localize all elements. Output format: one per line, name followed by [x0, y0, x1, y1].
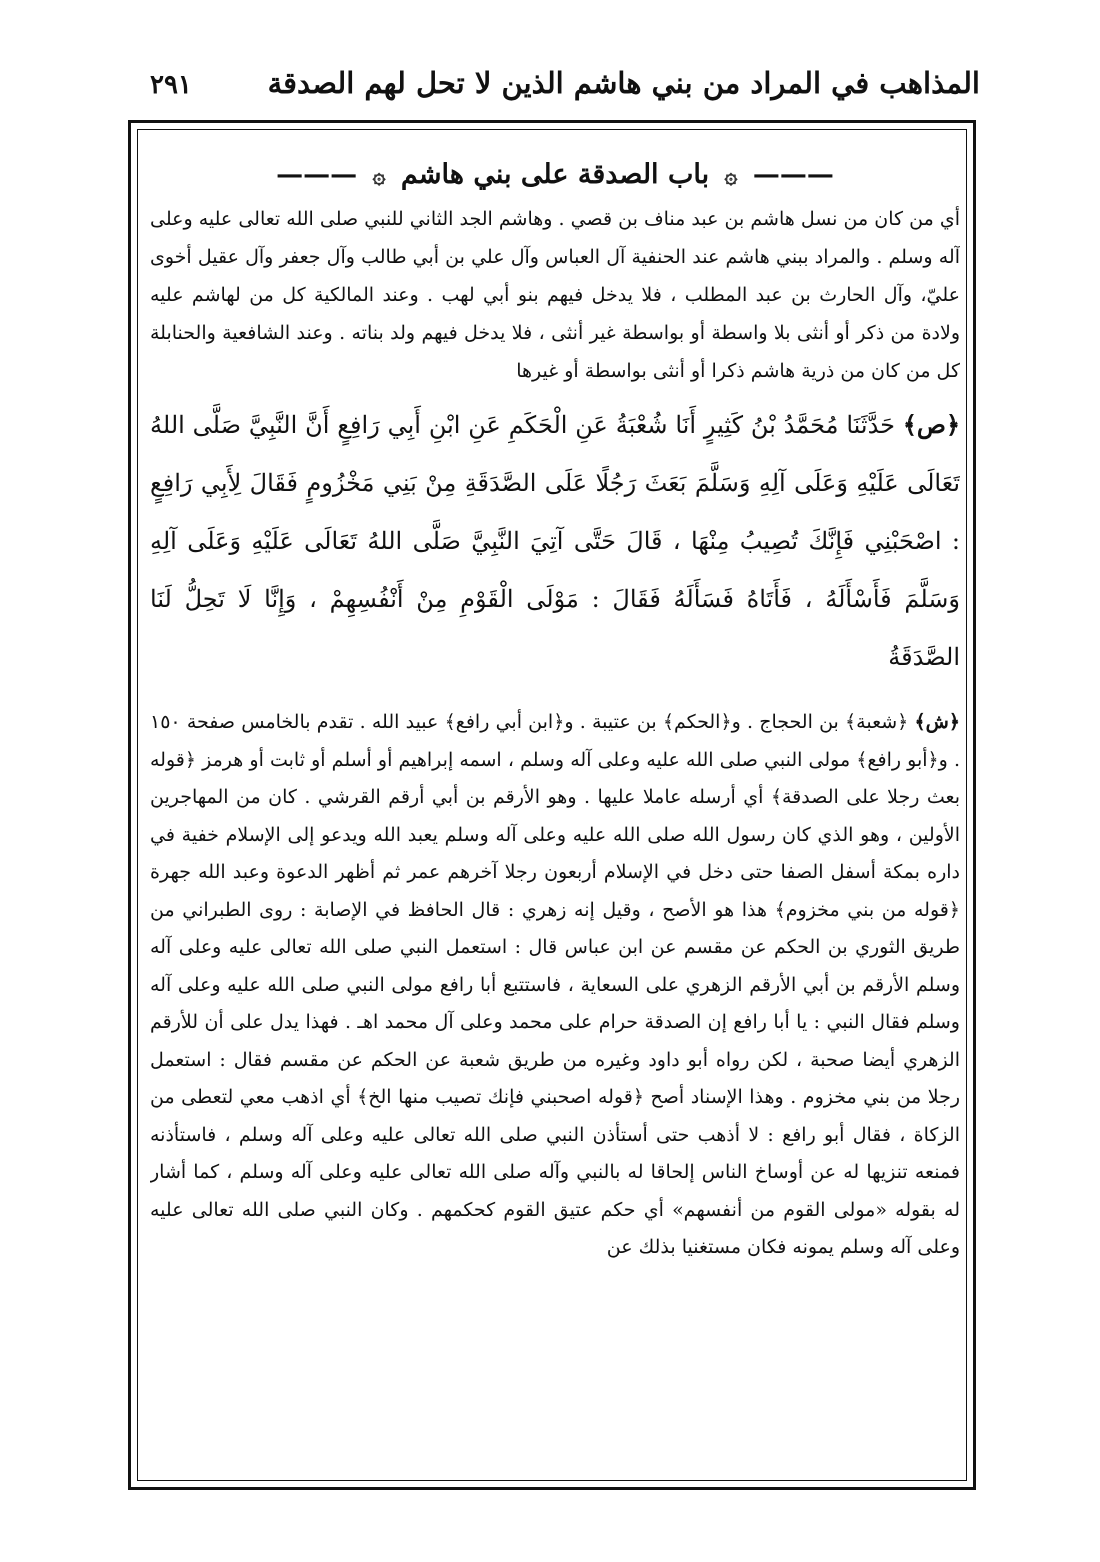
heading-dash: ——— — [752, 159, 834, 190]
page-header — [130, 60, 980, 110]
commentary-text: ﴿شعبة﴾ بن الحجاج . و﴿الحكم﴾ بن عتيبة . و﴿ابن أبي رافع﴾ عبيد الله . تقدم بالخامس صفحة ١٥٠ . و﴿أبو رافع﴾ مولى النبي صلى الله عليه وعلى آله وسلم ، اسمه إبراهيم أو أسلم أو ثابت أو هرمز ﴿قوله بعث رجلا على الصدقة﴾ أي أرسله عاملا عليها . وهو الأرقم بن أبي أرقم القرشي . كان من المهاجرين الأولين ، وهو الذي كان رسول الله صلى الله عليه وعلى آله وسلم يعبد الله ويدعو إلى الإسلام خفية في داره بمكة أسفل الصفا حتى دخل في الإسلام أربعون رجلا آخرهم عمر ثم أظهر الدعوة وعبد الله جهرة ﴿قوله من بني مخزوم﴾ هذا هو الأصح ، وقيل إنه زهري : قال الحافظ في الإصابة : روى الطبراني من طريق الثوري بن الحكم عن مقسم عن ابن عباس قال : استعمل النبي صلى الله تعالى عليه وعلى آله وسلم الأرقم بن أبي الأرقم الزهري على السعاية ، فاستتبع أبا رافع مولى النبي صلى الله عليه وعلى آله وسلم فقال النبي : يا أبا رافع إن الصدقة حرام على محمد وعلى آل محمد اهـ . فهذا يدل على أن للأرقم الزهري أيضا صحبة ، لكن رواه أبو داود وغيره من طريق شعبة عن الحكم عن مقسم فقال : استعمل رجلا من بني مخزوم . وهذا الإسناد أصح ﴿قوله اصحبني فإنك تصيب منها الخ﴾ أي اذهب معي لتعطى من الزكاة ، فقال أبو رافع : لا أذهب حتى أستأذن النبي صلى الله تعالى عليه وعلى آله وسلم ، فاستأذنه فمنعه تنزيها له عن أوساخ الناس إلحاقا له بالنبي وآله صلى الله تعالى عليه وعلى آله وسلم ، كما أشار له بقوله «مولى القوم من أنفسهم» أي حكم عتيق القوم كحكمهم . وكان النبي صلى الله تعالى عليه وعلى آله وسلم يمونه فكان مستغنيا بذلك عن — [150, 711, 960, 1258]
page-number: ٢٩١ — [150, 70, 192, 100]
page-content — [150, 150, 960, 1470]
ornament-icon: ۞ — [724, 163, 738, 189]
ornament-icon: ۞ — [372, 163, 386, 189]
hadith-marker: ﴿ص﴾ — [902, 410, 960, 439]
hadith-paragraph — [150, 396, 960, 686]
chapter-heading — [150, 150, 960, 200]
hadith-text: حَدَّثَنَا مُحَمَّدُ بْنُ كَثِيرٍ أَنَا شُعْبَةُ عَنِ الْحَكَمِ عَنِ ابْنِ أَبِي رَافِعٍ أَنَّ النَّبِيَّ صَلَّى اللهُ تَعَالَى عَلَيْهِ وَعَلَى آلِهِ وَسَلَّمَ بَعَثَ رَجُلًا عَلَى الصَّدَقَةِ مِنْ بَنِي مَخْزُومٍ فَقَالَ لِأَبِي رَافِعٍ : اصْحَبْنِي فَإِنَّكَ تُصِيبُ مِنْهَا ، قَالَ حَتَّى آتِيَ النَّبِيَّ صَلَّى اللهُ تَعَالَى عَلَيْهِ وَعَلَى آلِهِ وَسَلَّمَ فَأَسْأَلَهُ ، فَأَتَاهُ فَسَأَلَهُ فَقَالَ : مَوْلَى الْقَوْمِ مِنْ أَنْفُسِهِمْ ، وَإِنَّا لَا تَحِلُّ لَنَا الصَّدَقَةُ — [150, 411, 960, 671]
running-title: المذاهب في المراد من بني هاشم الذين لا تحل لهم الصدقة — [267, 66, 980, 100]
intro-paragraph: أي من كان من نسل هاشم بن عبد مناف بن قصي . وهاشم الجد الثاني للنبي صلى الله تعالى عليه وعلى آله وسلم . والمراد ببني هاشم عند الحنفية آل العباس وآل علي بن أبي طالب وآل جعفر وآل عقيل أخوى عليّ، وآل الحارث بن عبد المطلب ، فلا يدخل فيهم بنو أبي لهب . وعند المالكية كل من لهاشم عليه ولادة من ذكر أو أنثى بلا واسطة أو بواسطة غير أنثى ، فلا يدخل فيهم ولد بناته . وعند الشافعية والحنابلة كل من كان من ذرية هاشم ذكرا أو أنثى بواسطة أو غيرها — [150, 208, 960, 382]
chapter-title: باب الصدقة على بني هاشم — [400, 159, 710, 190]
heading-dash: ——— — [276, 159, 358, 190]
commentary-marker: ﴿ش﴾ — [914, 711, 960, 733]
commentary-paragraph — [150, 704, 960, 1267]
